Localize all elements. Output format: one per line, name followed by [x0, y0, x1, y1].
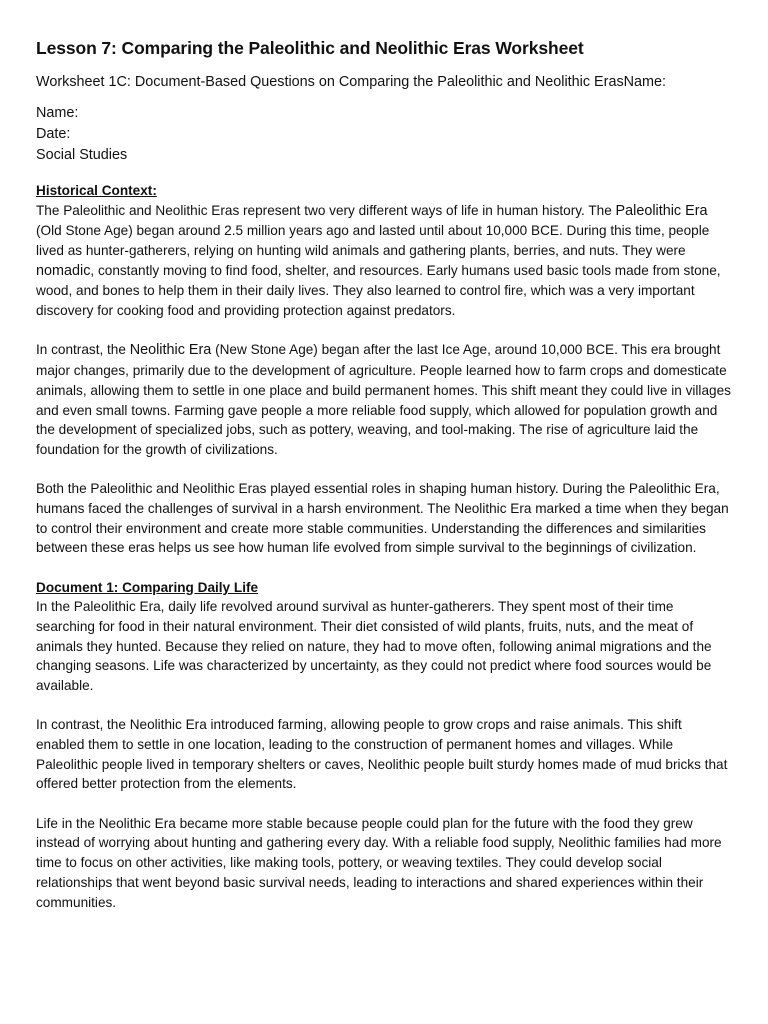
text-run: (Old Stone Age) began around 2.5 million years ago and lasted until about 10,000 BCE. During this time, people lived as hunter-gatherers, relying on hunting wild animals and gathering plants, berries, and nuts. They were: [36, 223, 710, 258]
document-1-paragraph-2: In contrast, the Neolithic Era introduced farming, allowing people to grow crops and raise animals. This shift enabled them to settle in one location, leading to the construction of permanent homes and villages. While Paleolithic people lived in temporary shelters or caves, Neolithic people built sturdy homes made of mud bricks that offered better protection from the elements.: [36, 717, 728, 792]
document-1-paragraph-1: In the Paleolithic Era, daily life revolved around survival as hunter-gatherers. They spent most of their time searching for food in their natural environment. Their diet consisted of wild plants, fruits, nuts, and the meat of animals they hunted. Because they relied on nature, they had to move often, following animal migrations and the changing seasons. Life was characterized by uncertainty, as they could not predict where food sources would be available.: [36, 599, 712, 694]
text-run: , constantly moving to find food, shelter, and resources. Early humans used basic tools made from stone, wood, and bones to help them in their daily lives. They also learned to control fire, which was a very important discovery for cooking food and providing protection against predators.: [36, 262, 721, 319]
page-title: Lesson 7: Comparing the Paleolithic and Neolithic Eras Worksheet: [36, 38, 584, 58]
text-run: The Paleolithic and Neolithic Eras represent two very different ways of life in human history. The: [36, 202, 616, 218]
document-1-paragraph-3: Life in the Neolithic Era became more stable because people could plan for the future with the food they grew instead of worrying about hunting and gathering every day. With a reliable food supply, Neolithic families had more time to focus on other activities, like making tools, pottery, or weaving textiles. They could develop social relationships that went beyond basic survival needs, leading to interactions and shared experiences within their communities.: [36, 815, 722, 910]
document-1-section: [36, 578, 732, 913]
text-run: In contrast, the: [36, 342, 130, 358]
date-label: Date:: [36, 126, 71, 142]
term-neolithic-era: Neolithic Era: [129, 342, 212, 359]
student-info: [36, 103, 732, 166]
historical-context-heading: Historical Context:: [36, 183, 157, 198]
historical-context-paragraph-2: [36, 340, 732, 459]
term-nomadic: nomadic: [36, 262, 91, 279]
subject-label: Social Studies: [36, 147, 128, 163]
document-1-heading: Document 1: Comparing Daily Life: [36, 579, 259, 595]
name-label: Name:: [36, 105, 79, 121]
term-paleolithic-era: Paleolithic Era: [615, 202, 708, 219]
worksheet-subtitle: Worksheet 1C: Document-Based Questions on Comparing the Paleolithic and Neolithic ErasName:: [36, 74, 667, 90]
historical-context-section: [36, 181, 732, 558]
text-run: (New Stone Age) began after the last Ice Age, around 10,000 BCE. This era brought major changes, primarily due to the development of agriculture. People learned how to farm crops and domesticate animals, allowing them to settle in one place and build permanent homes. This shift meant they could live in villages and even small towns. Farming gave people a more reliable food supply, which allowed for population growth and the development of specialized jobs, such as pottery, weaving, and tool-making. The rise of agriculture laid the foundation for the growth of civilizations.: [36, 342, 731, 457]
historical-context-paragraph-1: [36, 201, 732, 321]
historical-context-paragraph-3: Both the Paleolithic and Neolithic Eras played essential roles in shaping human history. During the Paleolithic Era, humans faced the challenges of survival in a harsh environment. The Neolithic Era marked a time when they began to control their environment and create more stable communities. Understanding the differences and similarities between these eras helps us see how human life evolved from simple survival to the beginnings of civilization.: [36, 481, 729, 556]
